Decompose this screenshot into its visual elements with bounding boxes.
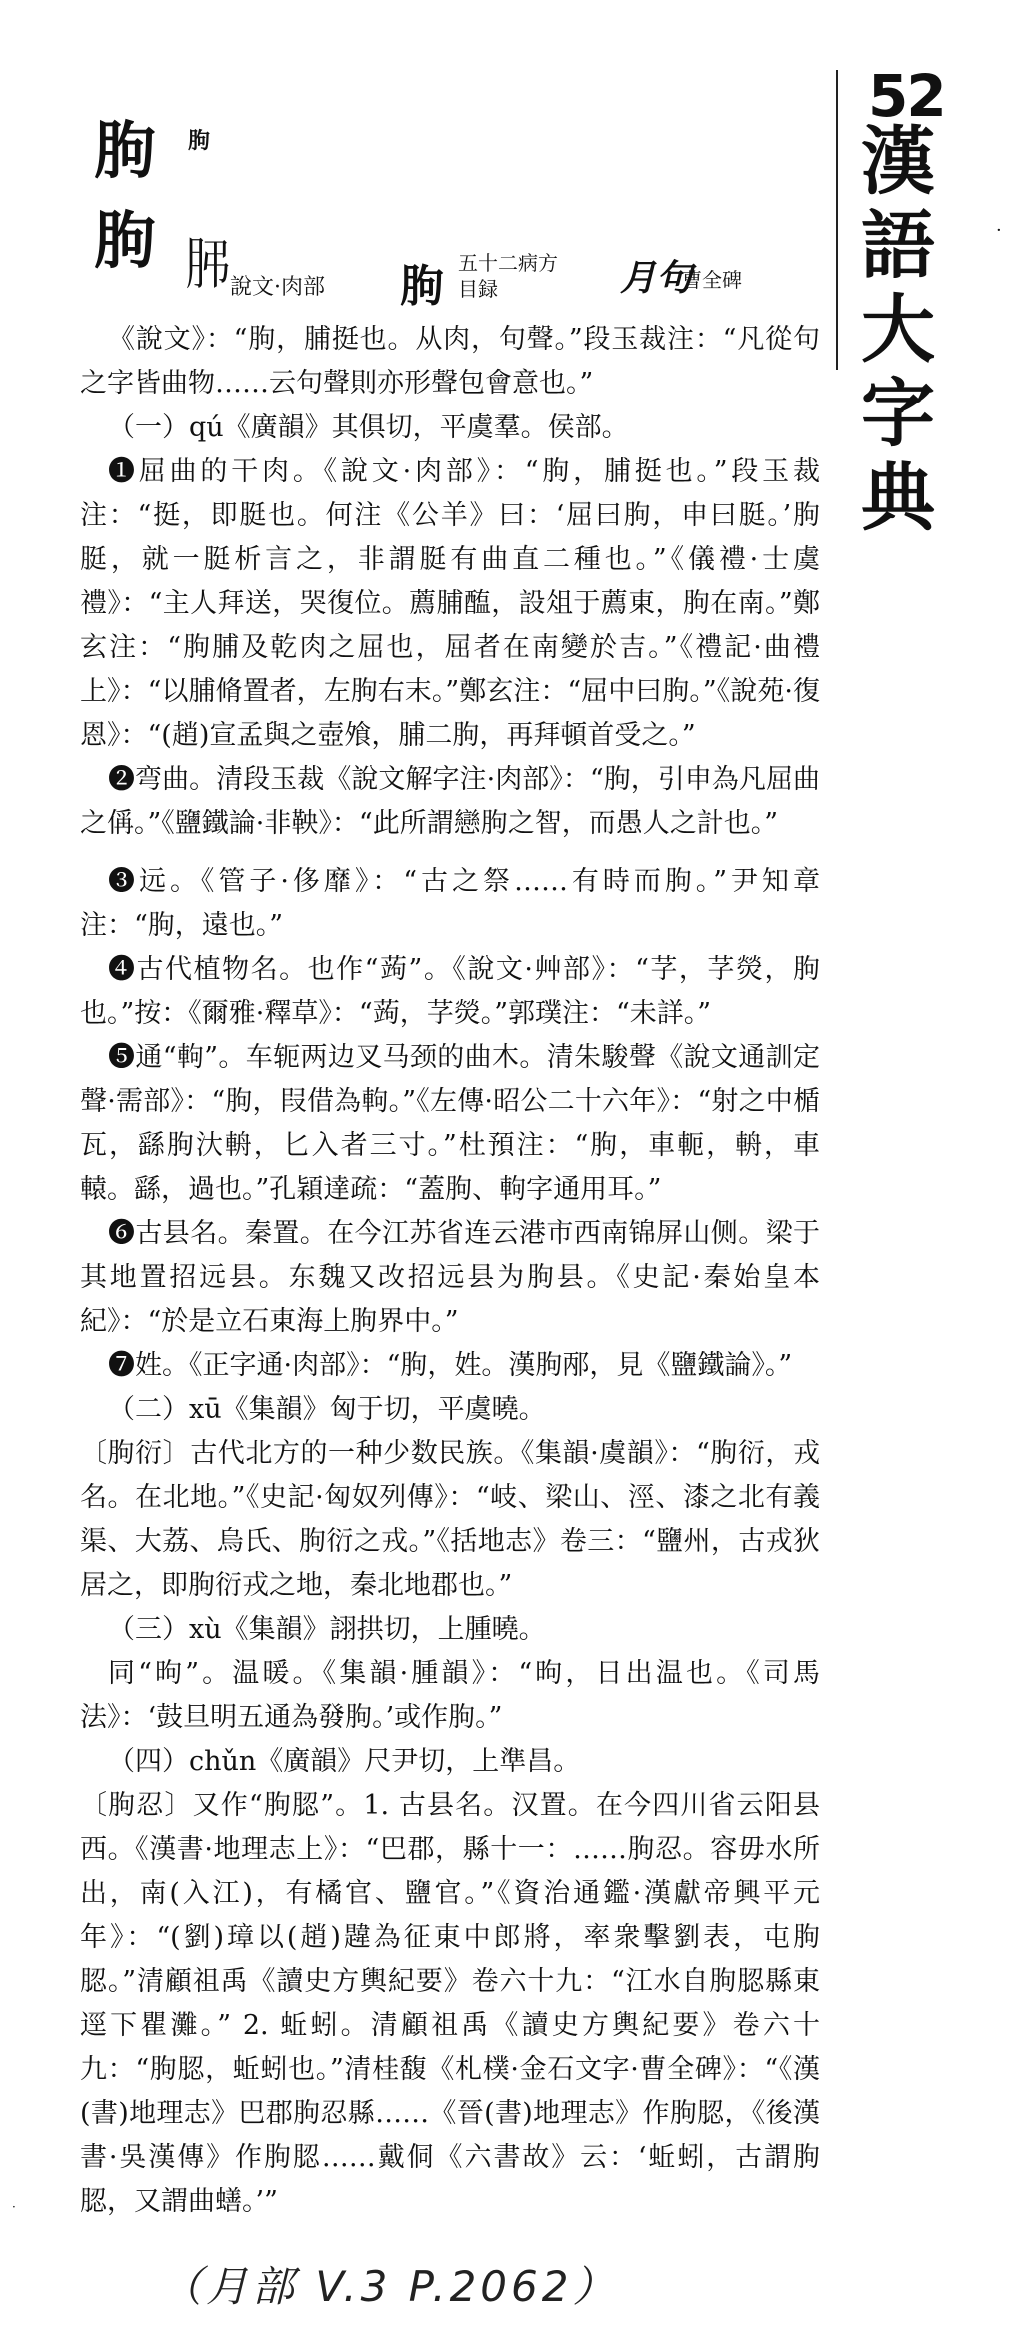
seal-script-glyph: 𦙨 (185, 233, 231, 298)
compound-paragraph: 〔朐衍〕古代北方的一种少数民族。《集韻·虞韻》：“朐衍，戎名。在北地。”《史記·匈奴列傳》：“岐、梁山、涇、漆之北有義渠、大荔、烏氏、朐衍之戎。”《括地志》卷三：“鹽州，古戎狄居之，即朐衍戎之地，秦北地郡也。” (80, 1438, 820, 1601)
sense-paragraph: 同“昫”。温暖。《集韻·腫韻》：“昫，日出温也。《司馬法》：‘鼓旦明五通為發朐。’或作朐。” (80, 1658, 820, 1733)
etymology-paragraph: 《說文》：“朐，脯挺也。从肉，句聲。”段玉裁注：“凡從句之字皆曲物……云句聲則亦形聲包會意也。” (80, 324, 820, 399)
page-number: 52 (868, 62, 945, 130)
headword-modern: 朐 (94, 114, 157, 187)
reading-heading: （四）chǔn《廣韻》尺尹切，上準昌。 (108, 1746, 581, 1777)
sense-paragraph: ❸远。《管子·侈靡》：“古之祭……有時而朐。”尹知章注：“朐，遠也。” (80, 866, 820, 941)
margin-mark: · (12, 2200, 16, 2214)
sense-paragraph: ❼姓。《正字通·肉部》：“朐，姓。漢朐邴，見《鹽鐵論》。” (108, 1350, 793, 1381)
variant-source-silk (458, 250, 598, 302)
variant-source-stele: 曹全碑 (682, 268, 742, 292)
headword-simplified: 朐 (188, 128, 211, 154)
reading-heading: （一）qú《廣韻》其俱切，平虞羣。侯部。 (108, 412, 629, 443)
reading-heading: （三）xù《集韻》詡拱切，上腫曉。 (108, 1614, 546, 1645)
title-char: 漢 (861, 119, 935, 205)
sense-paragraph: ❺通“軥”。车轭两边叉马颈的曲木。清朱駿聲《說文通訓定聲·需部》：“朐，叚借為軥。”《左傳·昭公二十六年》：“射之中楯瓦，繇朐汏輈，匕入者三寸。”杜預注：“朐，車軛，輈，車轅。繇，過也。”孔穎達疏：“蓋朐、軥字通用耳。” (80, 1042, 820, 1205)
header-mark: · (996, 220, 1002, 241)
title-char: 大 (861, 287, 935, 373)
dictionary-title (858, 120, 938, 540)
seal-script-source: 說文·肉部 (230, 275, 325, 300)
title-char: 語 (861, 203, 935, 289)
handwritten-reference-note: （月部 V.3 P.2062） (160, 2262, 619, 2311)
headword-traditional: 朐 (94, 204, 157, 277)
variant-source-line: 五十二病方 (458, 251, 558, 275)
sense-paragraph: ❻古县名。秦置。在今江苏省连云港市西南锦屏山侧。梁于其地置招远县。东魏又改招远县为朐县。《史記·秦始皇本紀》：“於是立石東海上朐界中。” (80, 1218, 820, 1337)
sense-paragraph: ❶屈曲的干肉。《說文·肉部》：“朐，脯挺也。”段玉裁注：“挺，即脡也。何注《公羊》曰：‘屈曰朐，申曰脡。’朐脡，就一脡析言之，非謂脡有曲直二種也。”《儀禮·士虞禮》：“主人拜送，哭復位。薦脯醢，設俎于薦東，朐在南。”鄭玄注：“朐脯及乾肉之屈也，屈者在南變於吉。”《禮記·曲禮上》：“以脯脩置者，左朐右末。”鄭玄注：“屈中曰朐。”《說苑·復恩》：“(趙)宣孟與之壺飧，脯二朐，再拜頓首受之。” (80, 456, 820, 751)
variant-source-line: 目録 (458, 277, 498, 301)
sense-paragraph: ❹古代植物名。也作“蒟”。《說文·艸部》：“芓，芓熒，朐也。”按：《爾雅·釋草》：“蒟，芓熒。”郭璞注：“未詳。” (80, 954, 820, 1029)
reading-heading: （二）xū《集韻》匈于切，平虞曉。 (108, 1394, 546, 1425)
title-char: 字 (861, 371, 935, 457)
entry-body (80, 318, 820, 2224)
variant-glyph-stele: 月句 (620, 257, 693, 299)
headword-block (80, 100, 820, 310)
sense-paragraph: ❷弯曲。清段玉裁《說文解字注·肉部》：“朐，引申為凡屈曲之偁。”《鹽鐵論·非鞅》：“此所謂戀朐之智，而愚人之計也。” (80, 764, 820, 839)
header-divider (836, 70, 838, 370)
compound-paragraph: 〔朐忍〕又作“朐䏰”。1. 古县名。汉置。在今四川省云阳县西。《漢書·地理志上》：“巴郡，縣十一：……朐忍。容毋水所出，南(入江)，有橘官、鹽官。”《資治通鑑·漢獻帝興平元年》：“(劉)璋以(趙)韙為征東中郎將，率衆擊劉表，屯朐䏰。”清顧祖禹《讀史方輿紀要》卷六十九：“江水自朐䏰縣東逕下瞿灘。” 2. 蚯蚓。清顧祖禹《讀史方輿紀要》卷六十九：“朐䏰，蚯蚓也。”清桂馥《札樸·金石文字·曹全碑》：“《漢(書)地理志》巴郡朐忍縣……《晉(書)地理志》作朐䏰，《後漢書·吳漢傳》作朐䏰……戴侗《六書故》云：‘蚯蚓，古謂朐䏰，又謂曲蟮。’” (80, 1790, 820, 2217)
title-char: 典 (861, 455, 935, 541)
variant-glyph-silk: 朐 (400, 261, 444, 312)
